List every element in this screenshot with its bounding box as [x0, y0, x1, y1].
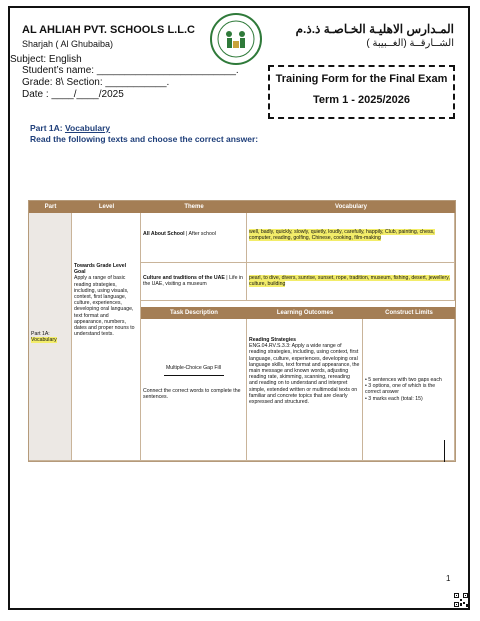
subject-label: Subject: English [10, 54, 82, 65]
outcomes-text: ENG.04.RV.S.3.3: Apply a wide range of reading strategies, including, using context, first language, culture, experiences, developing oral language skills, text format and appearance, the main message and known words, adjusting reading rate, skimming, scanning, rereading and reading on to understand and interpret simple, extended written or multimodal texts on familiar and concrete topics that are clearly expressed and structured. [249, 343, 360, 406]
vocab1-list: well, badly, quickly, slowly, quietly, loudly, carefully, happily, Club, painting, chess, computer, reading, golfing, Chinese, cooking, film-making [249, 229, 435, 242]
school-city-ar: الشــارقــة (الغــبيبة ) [366, 38, 454, 49]
theme2-title: Culture and traditions of the UAE [143, 275, 225, 281]
part-instruction: Read the following texts and choose the correct answer: [30, 134, 259, 144]
level-text: Apply a range of basic reading strategies, including, using visuals, context, first language, culture, experiences, developing oral language, text format and appearance, numbers, dates and proper nouns to understand texts. [74, 275, 135, 338]
limit-item: • 3 options, one of which is the correct answer [365, 383, 436, 396]
limit-item: • 3 marks each (total: 15) [365, 395, 423, 402]
school-name-en: AL AHLIAH PVT. SCHOOLS L.L.C [22, 24, 195, 36]
theme2-cell [141, 263, 247, 301]
qr-code-icon [454, 593, 468, 607]
outcomes-title: Reading Strategies [249, 337, 296, 343]
date-field: Date : ____/____/2025 [22, 89, 124, 100]
limit-item: • 5 sentences with two gaps each [365, 377, 442, 383]
exam-title: Training Form for the Final Exam [275, 73, 448, 85]
theme2-sub: | Life in the UAE, visiting a museum [143, 275, 243, 288]
vocab2-cell [247, 263, 455, 301]
outcomes-cell [247, 319, 363, 461]
vocab2-list: pearl, to dive, divers, sunrise, sunset, rope, tradition, museum, fishing, desert, jewellery, culture, building [249, 275, 450, 288]
task-text: Connect the correct words to complete the sentences. [143, 388, 241, 401]
theme1-title: All About School [143, 231, 185, 237]
cursor-bar [444, 440, 445, 462]
part-heading [30, 123, 110, 133]
header-limits: Construct Limits [363, 307, 455, 319]
school-logo [209, 12, 263, 66]
school-city-en: Sharjah ( Al Ghubaiba) [22, 39, 114, 49]
level-title: Towards Grade Level Goal [74, 263, 127, 276]
vocab1-cell [247, 213, 455, 263]
student-name-field: Student’s name: _________________________. [22, 65, 239, 76]
exam-title-box [268, 65, 455, 119]
page-number: 1 [446, 574, 451, 583]
task-cell [141, 319, 247, 461]
header-theme: Theme [141, 201, 247, 213]
header-task: Task Description [141, 307, 247, 319]
part-cell-label: Part 1A: [31, 331, 50, 337]
part-name: Vocabulary [64, 123, 111, 133]
theme1-sub: | After school [184, 231, 216, 237]
task-title: Multiple-Choice Gap Fill [165, 365, 222, 371]
header-part: Part [29, 201, 72, 213]
header-outcomes: Learning Outcomes [247, 307, 363, 319]
grade-section-field: Grade: 8\ Section: ___________. [22, 77, 170, 88]
part-cell [29, 213, 72, 461]
specification-table [28, 200, 456, 462]
gap-line [164, 375, 224, 376]
part-prefix: Part 1A: [30, 123, 65, 133]
student-fields [22, 65, 239, 101]
exam-term: Term 1 - 2025/2026 [312, 94, 411, 106]
theme1-cell [141, 213, 247, 263]
header-vocabulary: Vocabulary [247, 201, 455, 213]
limits-cell [363, 319, 455, 461]
header-level: Level [72, 201, 141, 213]
school-name-ar: المـدارس الاهليـة الخـاصـة ذ.ذ.م [295, 22, 454, 36]
part-cell-vocab: Vocabulary [31, 337, 57, 344]
level-cell [72, 213, 141, 461]
